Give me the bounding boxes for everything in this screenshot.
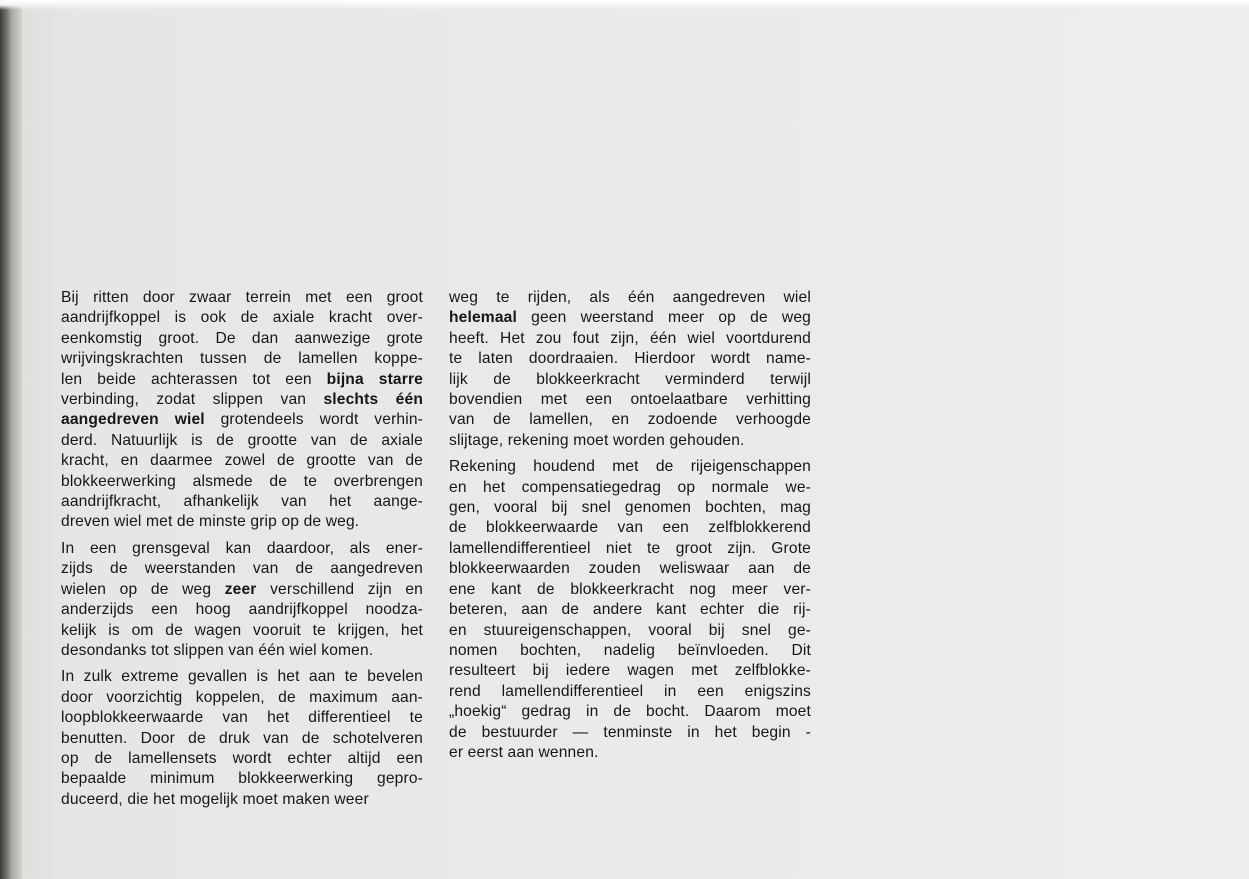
text-segment: derd. Natuurlijk is de grootte van de axiale — [61, 431, 423, 449]
text-segment: wielen op de weg — [61, 580, 225, 598]
text-segment: Bij ritten door zwaar terrein met een groot — [61, 289, 423, 306]
text-line — [61, 349, 423, 369]
text-line — [449, 518, 811, 538]
text-line — [61, 790, 423, 810]
text-line — [61, 539, 423, 559]
text-line — [449, 641, 811, 661]
text-segment: beteren, aan de andere kant echter die rij- — [449, 601, 811, 619]
text-segment: en het compensatiegedrag op normale we- — [449, 478, 811, 496]
left-paragraph-1 — [61, 288, 423, 533]
text-line — [61, 769, 423, 789]
text-segment: lamellendifferentieel niet te groot zijn. Grote — [449, 539, 811, 557]
text-segment: ene kant de blokkeerkracht nog meer ver- — [449, 580, 811, 598]
text-line — [61, 641, 423, 661]
text-segment: bovendien met een ontoelaatbare verhitting — [449, 391, 811, 409]
text-segment: resulteert bij iedere wagen met zelfblokke- — [449, 662, 811, 680]
text-line — [61, 512, 423, 532]
text-line — [61, 667, 423, 687]
text-segment: aandrijfkracht, afhankelijk van het aange- — [61, 493, 423, 511]
text-line — [449, 682, 811, 702]
text-segment: loopblokkeerwaarde van het differentieel te — [61, 709, 423, 727]
text-segment: weg te rijden, als één aangedreven wiel — [449, 289, 811, 306]
text-segment: de bestuurder — tenminste in het begin - — [449, 723, 811, 741]
text-line — [61, 329, 423, 349]
text-segment: verschillend zijn en — [256, 580, 424, 598]
left-text-column — [61, 288, 423, 816]
text-segment: blokkeerwerking alsmede de te overbrengen — [61, 472, 423, 490]
text-line — [449, 431, 811, 451]
text-segment: eenkomstig groot. De dan aanwezige grote — [61, 329, 423, 347]
text-segment: duceerd, die het mogelijk moet maken weer — [61, 790, 369, 808]
text-line — [449, 621, 811, 641]
text-segment: grotendeels wordt verhin- — [204, 411, 424, 429]
text-segment: en stuureigenschappen, vooral bij snel ge- — [449, 621, 811, 639]
text-segment: aandrijfkoppel is ook de axiale kracht over- — [61, 309, 423, 327]
text-line — [449, 390, 811, 410]
right-paragraph-1 — [449, 288, 811, 451]
text-line — [449, 457, 811, 477]
text-segment: heeft. Het zou fout zijn, één wiel voortdurend — [449, 329, 811, 347]
text-line — [449, 370, 811, 390]
text-line — [61, 729, 423, 749]
text-segment: blokkeerwaarden zouden weliswaar aan de — [449, 560, 811, 578]
text-line — [449, 478, 811, 498]
text-line — [449, 600, 811, 620]
bold-text: bijna starre — [326, 370, 423, 388]
text-segment: geen weerstand meer op de weg — [516, 309, 811, 327]
text-segment: dreven wiel met de minste grip op de weg. — [61, 513, 360, 531]
text-line — [449, 702, 811, 722]
bold-text: zeer — [224, 580, 257, 598]
text-line — [61, 431, 423, 451]
text-line — [449, 349, 811, 369]
text-segment: er eerst aan wennen. — [449, 743, 599, 761]
text-line — [61, 370, 423, 390]
text-segment: op de lamellensets wordt echter altijd een — [61, 749, 423, 767]
text-line — [61, 621, 423, 641]
text-segment: slijtage, rekening moet worden gehouden. — [449, 431, 745, 449]
text-segment: nomen bochten, nadelig beïnvloeden. Dit — [449, 641, 811, 659]
text-line — [449, 308, 811, 328]
right-text-column — [449, 288, 811, 769]
page-binding-edge — [0, 0, 22, 879]
text-line — [449, 580, 811, 600]
left-paragraph-3 — [61, 667, 423, 810]
text-line — [449, 743, 811, 763]
text-segment: In een grensgeval kan daardoor, als ener- — [61, 539, 423, 557]
text-line — [449, 661, 811, 681]
text-segment: benutten. Door de druk van de schotelveren — [61, 729, 423, 747]
text-line — [449, 559, 811, 579]
text-segment: van de lamellen, en zodoende verhoogde — [449, 411, 811, 429]
left-paragraph-2 — [61, 539, 423, 661]
text-line — [61, 288, 423, 308]
text-line — [449, 410, 811, 430]
text-segment: de blokkeerwaarde van een zelfblokkerend — [449, 519, 811, 537]
text-segment: rend lamellendifferentieel in een enigszins — [449, 682, 811, 700]
text-line — [449, 288, 811, 308]
text-segment: In zulk extreme gevallen is het aan te bevelen — [61, 668, 423, 686]
bold-text: slechts één — [323, 391, 423, 409]
text-line — [61, 308, 423, 328]
text-segment: gen, vooral bij snel genomen bochten, mag — [449, 499, 811, 517]
text-segment: Rekening houdend met de rijeigenschappen — [449, 458, 811, 476]
page-top-edge — [0, 0, 1249, 10]
text-line — [61, 600, 423, 620]
text-line — [61, 580, 423, 600]
text-line — [449, 723, 811, 743]
text-segment: anderzijds een hoog aandrijfkoppel noodza- — [61, 601, 423, 619]
text-line — [61, 472, 423, 492]
text-line — [449, 539, 811, 559]
text-segment: verbinding, zodat slippen van — [61, 391, 324, 409]
text-line — [61, 749, 423, 769]
text-segment: door voorzichtig koppelen, de maximum aan- — [61, 688, 423, 706]
text-segment: „hoekig“ gedrag in de bocht. Daarom moet — [449, 703, 811, 721]
text-line — [61, 708, 423, 728]
text-line — [61, 492, 423, 512]
bold-text: aangedreven wiel — [61, 411, 205, 429]
text-segment: kracht, en daarmee zowel de grootte van de — [61, 452, 423, 470]
text-segment: len beide achterassen tot een — [61, 370, 327, 388]
text-line — [61, 390, 423, 410]
bold-text: helemaal — [449, 309, 517, 327]
text-line — [449, 498, 811, 518]
right-paragraph-2 — [449, 457, 811, 763]
text-segment: wrijvingskrachten tussen de lamellen koppe- — [61, 350, 423, 368]
text-line — [61, 451, 423, 471]
text-segment: kelijk is om de wagen vooruit te krijgen, het — [61, 621, 423, 639]
text-line — [61, 559, 423, 579]
text-segment: lijk de blokkeerkracht verminderd terwijl — [449, 370, 811, 388]
text-segment: desondanks tot slippen van één wiel komen. — [61, 641, 374, 659]
text-line — [449, 329, 811, 349]
text-line — [61, 410, 423, 430]
text-segment: bepaalde minimum blokkeerwerking gepro- — [61, 770, 423, 788]
text-segment: zijds de weerstanden van de aangedreven — [61, 560, 423, 578]
text-line — [61, 688, 423, 708]
text-segment: te laten doordraaien. Hierdoor wordt name- — [449, 350, 811, 368]
